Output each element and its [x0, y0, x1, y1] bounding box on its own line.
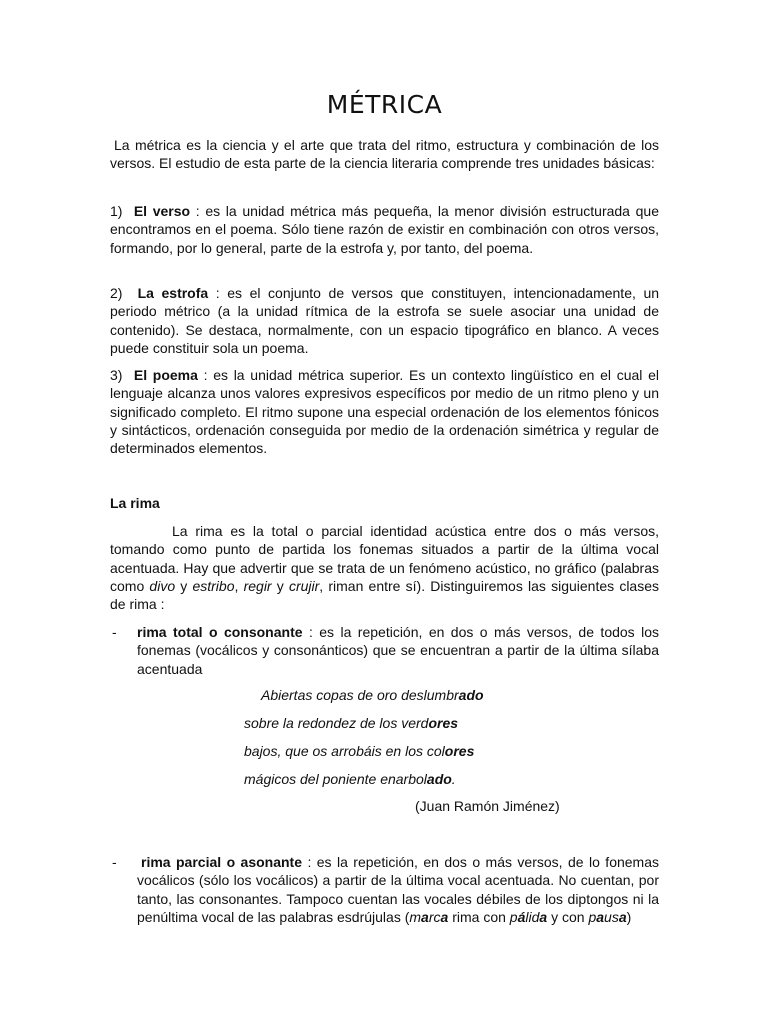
- poem-verse-4: mágicos del poniente enarbolado.: [244, 771, 456, 787]
- term-poema: El poema: [133, 367, 198, 383]
- term-consonante: rima total o consonante: [137, 624, 303, 640]
- unit-verso: 1) El verso : es la unidad métrica más pequeña, la menor división estructurada que encontramos en el poema. Sólo tiene razón de existir en combinación con otros versos, formando, por lo general, parte de la estrofa y, por tanto, del poema.: [110, 203, 660, 256]
- unit-estrofa: 2) La estrofa : es el conjunto de versos que constituyen, intencionadamente, un periodo métrico (a la unidad rítmica de la estrofa se suele asociar una unidad de contenido). Se destaca, normalmente, con un espacio tipográfico en blanco. A veces puede constituir sola un poema.: [110, 285, 660, 356]
- unit-poema: 3) El poema : es la unidad métrica superior. Es un contexto lingüístico en el cual el lenguaje alcanza unos valores expresivos específicos por medio de un ritmo pleno y un significado completo. El ritmo supone una especial ordenación de los elementos fónicos y sintácticos, ordenación conseguida por medio de la ordenación simétrica y regular de determinados elementos.: [110, 367, 660, 457]
- page-title: MÉTRICA: [326, 90, 443, 119]
- poem-verse-3: bajos, que os arrobáis en los colores: [244, 743, 475, 759]
- poem-verse-2: sobre la redondez de los verdores: [244, 715, 459, 731]
- poem-verse-1: Abiertas copas de oro deslumbrado: [261, 687, 484, 703]
- section-heading-rima: La rima: [110, 495, 160, 511]
- term-asonante: rima parcial o asonante: [141, 854, 303, 870]
- term-verso: El verso: [133, 203, 191, 219]
- poem-author: (Juan Ramón Jiménez): [415, 798, 560, 814]
- term-estrofa: La estrofa: [137, 285, 209, 301]
- rima-paragraph: La rima es la total o parcial identidad acústica entre dos o más versos, tomando como punto de partida los fonemas situados a partir de la última vocal acentuada. Hay que advertir que se trata de un fenómeno acústico, no gráfico (palabras como divo y estribo, regir y crujir, riman entre sí). Distinguiremos las siguientes clases de rima :: [110, 523, 660, 613]
- intro-paragraph: La métrica es la ciencia y el arte que trata del ritmo, estructura y combinación de los versos. El estudio de esta parte de la ciencia literaria comprende tres unidades básicas:: [110, 137, 659, 172]
